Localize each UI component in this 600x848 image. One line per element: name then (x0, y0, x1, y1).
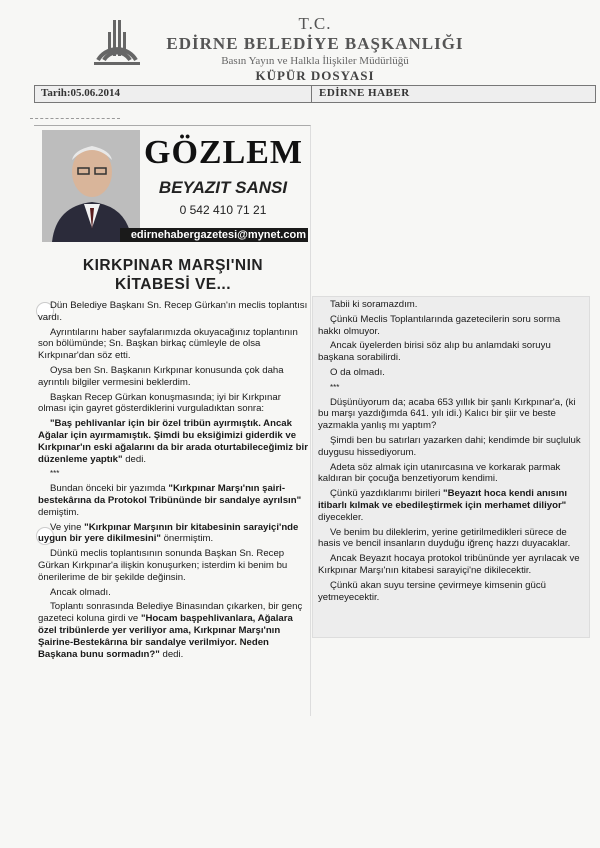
header-department: Basın Yayın ve Halkla İlişkiler Müdürlüğü (221, 55, 409, 67)
article-headline (40, 256, 306, 294)
paragraph: Çünkü yazdıklarımı birileri "Beyazıt hoca kendi anısını itibarlı kılmak ve ebedileştirmek için merhamet diliyor" diyecekler. (318, 488, 568, 523)
paragraph: Düşünüyorum da; acaba 653 yıllık bir şanlı Kırkpınar'a, (ki bu marşı yazdığımda 641. yılı idi.) Kalıcı bir şiir ve beste yazmakla yanlış mı yaptım? (318, 396, 576, 432)
paragraph: Çünkü Meclis Toplantılarında gazetecilerin soru sorma hakkı olmuyor. (318, 313, 561, 337)
paragraph: "Baş pehlivanlar için bir özel tribün ayırmıştık. Ancak Ağalar için ayırmamıştık. Şimdi bu eksiğimizi giderdik ve Kırkpınar'ın eski ağalarını da bir arada oturtabileceğimiz bir düzenleme yaptık" dedi. (38, 418, 308, 465)
cut-line (30, 118, 120, 119)
clipping-date: Tarih:05.06.2014 (41, 87, 121, 99)
column-title: GÖZLEM (144, 134, 304, 171)
author-phone: 0 542 410 71 21 (179, 203, 267, 217)
paragraph: Bundan önceki bir yazımda "Kırkpınar Marşı'nın şairi-bestekârına da Protokol Tribününde bir sandalye ayrılsın" demiştim. (38, 483, 302, 518)
paragraph: Tabii ki soramazdım. (330, 299, 418, 310)
paragraph: Başkan Recep Gürkan konuşmasında; iyi bir Kırkpınar olması için gayret gösterdiklerini vurguladıktan sonra: (38, 391, 281, 415)
quote: "Beyazıt hoca kendi anısını itibarlı kılmak ve ebedileştirmek için merhamet diliyor" (318, 488, 568, 511)
header-municipality: EDİRNE BELEDİYE BAŞKANLIĞI (166, 34, 464, 53)
article-left-column (38, 300, 308, 663)
paragraph: Oysa ben Sn. Başkanın Kırkpınar konusunda çok daha ayrıntılı bilgiler vermesini beklerdim. (38, 364, 284, 388)
municipality-logo (88, 14, 146, 72)
author-photo (42, 130, 140, 242)
info-divider (311, 86, 312, 102)
paragraph: Dün Belediye Başkanı Sn. Recep Gürkan'ın meclis toplantısı vardı. (38, 300, 308, 323)
header-clipping-file: KÜPÜR DOSYASI (255, 68, 375, 83)
paragraph: Ve yine "Kırkpınar Marşının bir kitabesinin sarayiçi'nde uygun bir yere dikilmesini" önermiştim. (38, 521, 299, 545)
header-tc: T.C. (298, 14, 332, 33)
paragraph: Ve benim bu dileklerim, yerine getirilmedikleri sürece de hasis ve bencil insanların duyduğu iğrenç hazzı duyacaklar. (318, 526, 571, 550)
headline-line-2: KİTABESİ VE... (114, 276, 232, 293)
paragraph: Çünkü akan suyu tersine çevirmeye kimsenin gücü yetmeyecektir. (318, 579, 546, 603)
quote: "Hocam başpehlivanlara, Ağalara özel tribünlerde yer veriliyor ama, Kırkpınar Marşı'nın Şairine-Bestekârına bir sandalye verilmiyor. Neden Başkana bunu sormadın?" (38, 613, 293, 660)
author-name: BEYAZIT SANSI (158, 178, 288, 197)
paragraph: O da olmadı. (330, 366, 385, 378)
paragraph: Ancak üyelerden birisi söz alıp bu anlamdaki soruyu başkana sorabilirdi. (318, 340, 551, 364)
author-email: edirnehabergazetesi@mynet.com (120, 228, 308, 242)
headline-line-1: KIRKPINAR MARŞI'NIN (82, 257, 264, 274)
article-right-column (318, 299, 584, 606)
paragraph: Dünkü meclis toplantısının sonunda Başkan Sn. Recep Gürkan Kırkpınar'a ilişkin konuşurken; isterdim ki benim bu önerilerime de bir şekilde değinsin. (38, 548, 288, 583)
quote: "Baş pehlivanlar için bir özel tribün ayırmıştık. Ancak Ağalar için ayırmamıştık. Şimdi bu eksiğimizi giderdik ve Kırkpınar'ın eski ağalarını da bir arada oturtabileceğimiz bir düzenleme yaptık" (38, 418, 308, 465)
separator: *** (50, 469, 60, 479)
quote: "Kırkpınar Marşının bir kitabesinin sarayiçi'nde uygun bir yere dikilmesini" (38, 521, 299, 545)
paragraph: Ancak olmadı. (50, 586, 111, 598)
paragraph: Adeta söz almak için utanırcasına ve korkarak parmak kaldıran bir çocuğa benzetiyorum kendimi. (318, 461, 561, 485)
info-bar (34, 85, 596, 103)
separator: *** (330, 382, 340, 392)
newspaper-name: EDİRNE HABER (319, 87, 410, 99)
quote: "Kırkpınar Marşı'nın şairi-bestekârına da Protokol Tribününde bir sandalye ayrılsın" (38, 483, 302, 506)
paragraph: Ancak Beyazıt hocaya protokol tribününde yer ayrılacak ve Kırkpınar Marşı'nın kitabesi sarayiçi'ne dikilecektir. (318, 553, 580, 576)
paragraph: Şimdi ben bu satırları yazarken dahi; kendimde bir suçluluk duygusu hissediyorum. (318, 434, 581, 458)
paragraph: Toplantı sonrasında Belediye Binasından çıkarken, bir genç gazeteci koluna girdi ve "Hocam başpehlivanlara, Ağalara özel tribünlerde yer veriliyor ama, Kırkpınar Marşı'nın Şairine-Bestekârına bir sandalye verilmiyor. Neden Başkana bunu sormadın?" dedi. (38, 601, 303, 660)
paragraph: Ayrıntılarını haber sayfalarımızda okuyacağınız toplantının son bölümünde; Sn. Başkan birkaç cümleyle de olsa Kırkpınar'dan söz etti. (38, 326, 298, 362)
